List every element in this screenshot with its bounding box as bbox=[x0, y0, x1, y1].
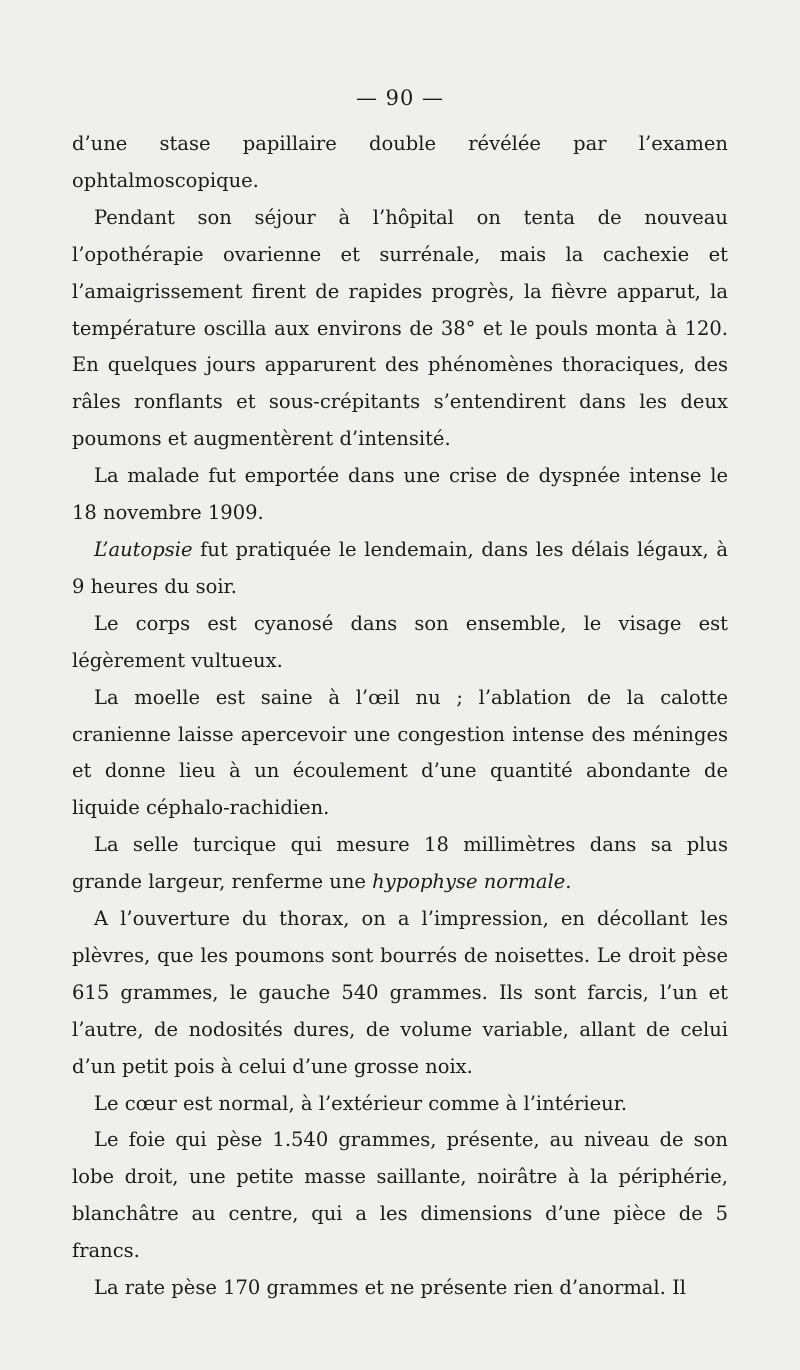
text-segment: Le foie qui pèse 1.540 grammes, présente, au niveau de son lobe droit, une petite masse saillante, noirâtre à la périphérie, blanchâtre au centre, qui a les dimensions d’une pièce de 5 francs. bbox=[72, 1128, 728, 1263]
text-segment: fut pratiquée le lendemain, dans les délais légaux, à 9 heures du soir. bbox=[72, 537, 728, 598]
paragraph-p3 bbox=[72, 458, 728, 532]
paragraph-p11 bbox=[72, 1270, 728, 1307]
text-segment: La moelle est saine à l’œil nu ; l’ablation de la calotte cranienne laisse apercevoir une congestion intense des méninges et donne lieu à un écoulement d’une quantité abondante de liquide céphalo-rachidien. bbox=[72, 685, 728, 820]
paragraph-p4 bbox=[72, 532, 728, 606]
text-segment: A l’ouverture du thorax, on a l’impression, en décollant les plèvres, que les poumons sont bourrés de noisettes. Le droit pèse 615 grammes, le gauche 540 grammes. Ils sont farcis, l’un et l’autre, de nodosités dures, de volume variable, allant de celui d’un petit pois à celui d’une grosse noix. bbox=[72, 907, 728, 1078]
italic-text: hypophyse normale. bbox=[372, 870, 572, 894]
text-segment: Le cœur est normal, à l’extérieur comme à l’intérieur. bbox=[94, 1091, 628, 1115]
italic-text: L’autopsie bbox=[94, 537, 193, 561]
paragraph-p6 bbox=[72, 680, 728, 828]
paragraph-p5 bbox=[72, 606, 728, 680]
paragraph-p7 bbox=[72, 827, 728, 901]
text-segment: La rate pèse 170 grammes et ne présente rien d’anormal. Il bbox=[94, 1276, 687, 1300]
text-segment: Pendant son séjour à l’hôpital on tenta de nouveau l’opothérapie ovarienne et surrénale, mais la cachexie et l’amaigrissement firent de rapides progrès, la fièvre apparut, la température oscilla aux environs de 38° et le pouls monta à 120. En quelques jours apparurent des phénomènes thoraciques, des râles ronflants et sous-crépitants s’entendirent dans les deux poumons et augmentèrent d’intensité. bbox=[72, 205, 728, 451]
text-segment: Le corps est cyanosé dans son ensemble, le visage est légèrement vultueux. bbox=[72, 611, 728, 672]
paragraph-p8 bbox=[72, 901, 728, 1086]
text-segment: La malade fut emportée dans une crise de dyspnée intense le 18 novembre 1909. bbox=[72, 464, 728, 525]
text-segment: La selle turcique qui mesure 18 millimètres dans sa plus grande largeur, renferme une bbox=[72, 833, 728, 894]
page-number: — 90 — bbox=[355, 86, 445, 110]
paragraph-p10 bbox=[72, 1122, 728, 1270]
paragraph-p9 bbox=[72, 1086, 728, 1123]
text-segment: d’une stase papillaire double révélée par l’examen ophtalmoscopique. bbox=[72, 132, 728, 192]
paragraph-p1 bbox=[72, 126, 728, 200]
body-text bbox=[72, 126, 728, 1307]
paragraph-p2 bbox=[72, 200, 728, 458]
